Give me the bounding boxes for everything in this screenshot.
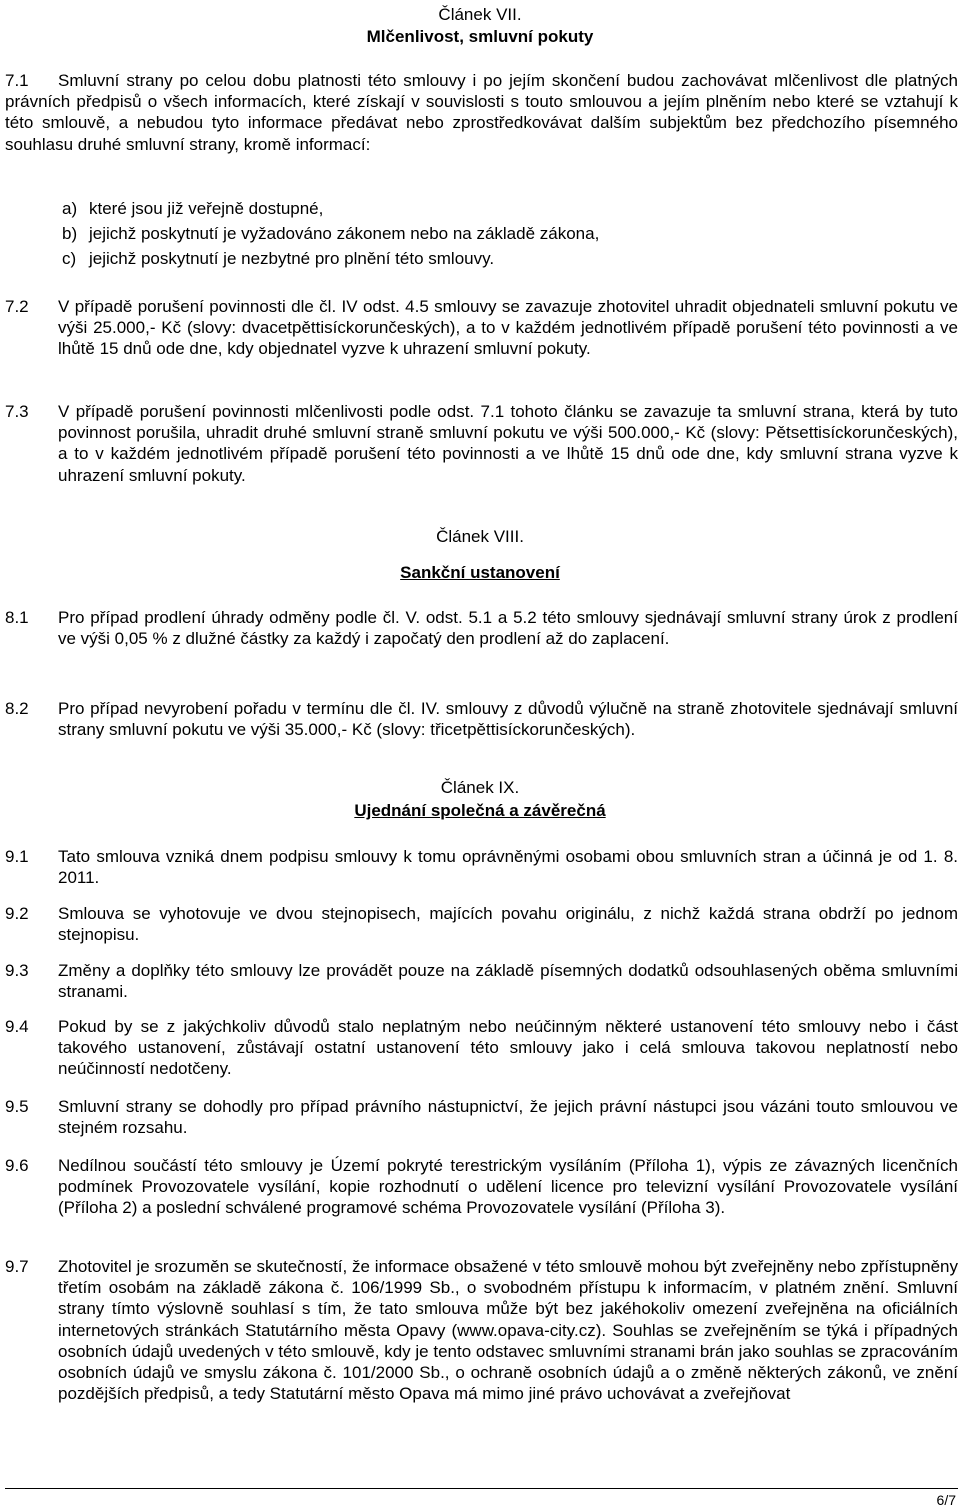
- list-item-text: jejichž poskytnutí je vyžadováno zákonem nebo na základě zákona,: [89, 224, 600, 243]
- article-8-heading: Článek VIII.: [436, 527, 524, 546]
- clause-8-2: [5, 698, 958, 740]
- clause-text: Smluvní strany po celou dobu platnosti této smlouvy i po jejím skončení budou zachovávat mlčenlivost dle platných právních předpisů o všech informacích, které získají v souvislosti s touto smlouvou a jejím plněním nebo které se vztahují k této smlouvě, a nebudou tyto informace předávat nebo zprostředkovávat dalším subjektům bez předchozího písemného souhlasu druhé smluvní strany, kromě informací:: [5, 71, 958, 154]
- article-9-heading: Článek IX.: [440, 778, 520, 797]
- clause-number: 9.2: [5, 904, 29, 923]
- clause-number: 7.2: [5, 297, 29, 316]
- article-7-title: Mlčenlivost, smluvní pokuty: [366, 27, 594, 46]
- clause-7-3: [5, 401, 958, 486]
- article-7-heading: Článek VII.: [438, 5, 522, 24]
- clause-number: 9.4: [5, 1017, 29, 1036]
- list-item-label: c): [62, 249, 77, 268]
- list-item: [62, 248, 942, 273]
- clause-text: Smlouva se vyhotovuje ve dvou stejnopisech, majících povahu originálu, z nichž každá strana obdrží po jednom stejnopisu.: [58, 904, 958, 945]
- clause-9-6: [5, 1155, 958, 1219]
- footer-divider: [5, 1488, 958, 1489]
- exception-list: [62, 198, 942, 273]
- clause-number: 9.1: [5, 847, 29, 866]
- clause-number: 7.3: [5, 402, 29, 421]
- clause-number: 9.3: [5, 961, 29, 980]
- clause-9-4: [5, 1016, 958, 1080]
- page-number: 6/7: [936, 1492, 956, 1508]
- list-item: [62, 198, 942, 223]
- clause-text: Tato smlouva vzniká dnem podpisu smlouvy k tomu oprávněnými osobami obou smluvních stran a účinná je od 1. 8. 2011.: [58, 847, 958, 888]
- list-item-label: a): [62, 199, 78, 218]
- clause-text: Pro případ nevyrobení pořadu v termínu dle čl. IV. smlouvy z důvodů výlučně na straně zhotovitele sjednávají smluvní strany smluvní pokutu ve výši 35.000,- Kč (slovy: třicetpěttisíckorunčeských).: [58, 699, 958, 740]
- clause-number: 8.2: [5, 699, 29, 718]
- clause-text: V případě porušení povinnosti mlčenlivosti podle odst. 7.1 tohoto článku se zavazuje ta smluvní strana, která by tuto povinnost porušila, uhradit druhé smluvní straně smluvní pokutu ve výši 500.000,- Kč (slovy: Pětsettisíckorunčeských), a to v každém jednotlivém případě porušení této povinnosti a ve lhůtě 15 dnů ode dne, kdy smluvní strana vyzve k uhrazení smluvní pokuty.: [58, 402, 958, 485]
- clause-9-1: [5, 846, 958, 888]
- list-item-label: b): [62, 224, 78, 243]
- clause-number: 8.1: [5, 608, 29, 627]
- clause-text: V případě porušení povinnosti dle čl. IV odst. 4.5 smlouvy se zavazuje zhotovitel uhradit objednateli smluvní pokutu ve výši 25.000,- Kč (slovy: dvacetpěttisíckorunčeských), a to v každém jednotlivém případě porušení této povinnosti a ve lhůtě 15 dnů ode dne, kdy objednatel vyzve k uhrazení smluvní pokuty.: [58, 297, 958, 359]
- clause-9-5: [5, 1096, 958, 1138]
- clause-number: 9.5: [5, 1097, 29, 1116]
- article-9-title: Ujednání společná a závěrečná: [354, 801, 606, 820]
- clause-7-1: [5, 70, 958, 155]
- clause-text: Zhotovitel je srozuměn se skutečností, že informace obsažené v této smlouvě mohou být zveřejněny nebo zpřístupněny třetím osobám na základě zákona č. 106/1999 Sb., o svobodném přístupu k informacím, v platném znění. Smluvní strany tímto výslovně souhlasí s tím, že tato smlouva může být bez jakéhokoliv omezení zveřejněna na oficiálních internetových stránkách Statutárního města Opavy (www.opava-city.cz). Souhlas se zveřejněním se týká i případných osobních údajů uvedených v této smlouvě, kdy je tento odstavec smluvními stranami brán jako souhlas se zpracováním osobních údajů ve smyslu zákona č. 101/2000 Sb., o ochraně osobních údajů a o změně některých zákonů, ve znění pozdějších předpisů, a tedy Statutární město Opava má mimo jiné právo uchovávat a zveřejňovat: [58, 1257, 958, 1404]
- list-item-text: které jsou již veřejně dostupné,: [89, 199, 324, 218]
- clause-text: Pokud by se z jakýchkoliv důvodů stalo neplatným nebo neúčinným některé ustanovení této smlouvy nebo i část takového ustanovení, zůstávají ostatní ustanovení této smlouvy jako i celá smlouva takovou neplatností nebo neúčinností nedotčeny.: [58, 1017, 958, 1079]
- clause-9-7: [5, 1256, 958, 1404]
- clause-7-2: [5, 296, 958, 360]
- list-item: [62, 223, 942, 248]
- clause-8-1: [5, 607, 958, 649]
- clause-text: Změny a doplňky této smlouvy lze provádět pouze na základě písemných dodatků odsouhlasených oběma smluvními stranami.: [58, 961, 958, 1002]
- list-item-text: jejichž poskytnutí je nezbytné pro plnění této smlouvy.: [89, 249, 495, 268]
- article-8-title: Sankční ustanovení: [400, 563, 560, 582]
- clause-number: 7.1: [5, 71, 29, 90]
- clause-number: 9.7: [5, 1257, 29, 1276]
- clause-text: Pro případ prodlení úhrady odměny podle čl. V. odst. 5.1 a 5.2 této smlouvy sjednávají smluvní strany úrok z prodlení ve výši 0,05 % z dlužné částky za každý i započatý den prodlení až do zaplacení.: [58, 608, 958, 649]
- clause-9-3: [5, 960, 958, 1002]
- clause-9-2: [5, 903, 958, 945]
- clause-text: Smluvní strany se dohodly pro případ právního nástupnictví, že jejich právní nástupci jsou vázáni touto smlouvou ve stejném rozsahu.: [58, 1097, 958, 1138]
- clause-text: Nedílnou součástí této smlouvy je Území pokryté terestrickým vysíláním (Příloha 1), výpis ze závazných licenčních podmínek Provozovatele vysílání, kopie rozhodnutí o udělení licence pro televizní vysílání Provozovatele vysílání (Příloha 2) a poslední schválené programové schéma Provozovatele vysílání (Příloha 3).: [58, 1156, 958, 1218]
- clause-number: 9.6: [5, 1156, 29, 1175]
